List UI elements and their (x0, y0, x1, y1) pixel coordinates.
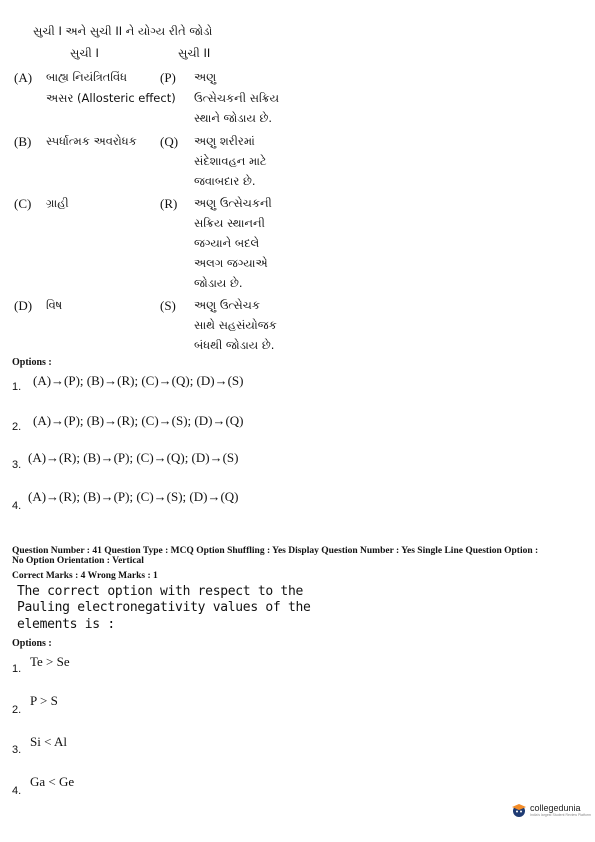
row-p-label: (P) (160, 70, 176, 85)
row-a-left-line1: બાહ્ય નિયંત્રિતવિંધ (46, 70, 128, 84)
q40-option-1-number: 1. (12, 381, 22, 393)
row-q-line2: સંદેશાવહન માટે (194, 154, 267, 168)
q40-option-4-number: 4. (12, 500, 22, 512)
q40-option-3-number: 3. (12, 459, 22, 471)
row-c-label: (C) (14, 196, 32, 211)
q41-option-1[interactable]: Te > Se (30, 654, 70, 669)
q40-option-4[interactable]: (A)→(R); (B)→(P); (C)→(S); (D)→(Q) (28, 489, 239, 504)
q40-option-2[interactable]: (A)→(P); (B)→(R); (C)→(S); (D)→(Q) (33, 413, 244, 428)
row-q-line3: જવાબદાર છે. (194, 174, 256, 188)
collegedunia-watermark (511, 802, 591, 818)
watermark-tagline: India's largest Student Review Platform (530, 813, 591, 817)
row-r-line1: અણુ ઉત્સેચકની (194, 196, 272, 210)
row-s-line1: અણુ ઉત્સેચક (194, 298, 260, 312)
row-a-label: (A) (14, 70, 33, 85)
q41-option-3[interactable]: Si < Al (30, 734, 67, 749)
q41-question-line2: Pauling electronegativity values of the (17, 600, 311, 615)
q40-option-3[interactable]: (A)→(R); (B)→(P); (C)→(Q); (D)→(S) (28, 450, 239, 465)
row-r-label: (R) (160, 196, 178, 211)
q41-option-2-number: 2. (12, 704, 22, 716)
q41-marks: Correct Marks : 4 Wrong Marks : 1 (12, 571, 158, 581)
q41-question-line1: The correct option with respect to the (17, 584, 304, 599)
row-d-label: (D) (14, 298, 33, 313)
row-a-left-line2: અસર (Allosteric effect) (46, 91, 176, 105)
row-r-line4: અલગ જગ્યાએ (194, 256, 268, 270)
q40-options-label: Options : (12, 357, 52, 368)
q40-instruction: સુચી I અને સુચી II ને યોગ્ય રીતે જોડો (33, 24, 213, 38)
q41-option-2[interactable]: P > S (30, 693, 58, 708)
q41-option-1-number: 1. (12, 663, 22, 675)
q40-option-2-number: 2. (12, 421, 22, 433)
list1-header: સુચી I (70, 46, 99, 60)
graduation-cap-icon (511, 802, 527, 818)
q41-meta-line1: Question Number : 41 Question Type : MCQ Option Shuffling : Yes Display Question Number : Yes Single Line Question Option : (12, 546, 539, 556)
row-c-left-line1: ગ્રાહી (46, 196, 69, 210)
q41-option-4[interactable]: Ga < Ge (30, 774, 75, 789)
row-p-line2: ઉત્સેચકની સક્રિય (194, 91, 280, 105)
row-r-line5: જોડાય છે. (194, 276, 243, 290)
row-b-left-line1: સ્પર્ધાત્મક અવરોધક (46, 134, 137, 148)
row-p-line3: સ્થાને જોડાય છે. (194, 111, 273, 125)
row-s-line3: બંધથી જોડાય છે. (194, 338, 275, 352)
q41-meta-line2: No Option Orientation : Vertical (12, 556, 144, 566)
row-p-line1: અણુ (194, 70, 217, 84)
q41-options-label: Options : (12, 638, 52, 649)
row-q-line1: અણુ શરીરમાં (194, 134, 255, 148)
row-s-label: (S) (160, 298, 176, 313)
list2-header: સુચી II (178, 46, 211, 60)
row-q-label: (Q) (160, 134, 179, 149)
q41-question-line3: elements is : (17, 617, 115, 632)
q40-option-1[interactable]: (A)→(P); (B)→(R); (C)→(Q); (D)→(S) (33, 373, 244, 388)
row-d-left-line1: વિષ (46, 298, 63, 312)
row-b-label: (B) (14, 134, 32, 149)
row-s-line2: સાથે સહસંયોજક (194, 318, 277, 332)
row-r-line2: સક્રિય સ્થાનની (194, 216, 265, 230)
q41-option-4-number: 4. (12, 785, 22, 797)
row-r-line3: જગ્યાને બદલે (194, 236, 260, 250)
q41-option-3-number: 3. (12, 744, 22, 756)
watermark-name: collegedunia (530, 803, 581, 813)
